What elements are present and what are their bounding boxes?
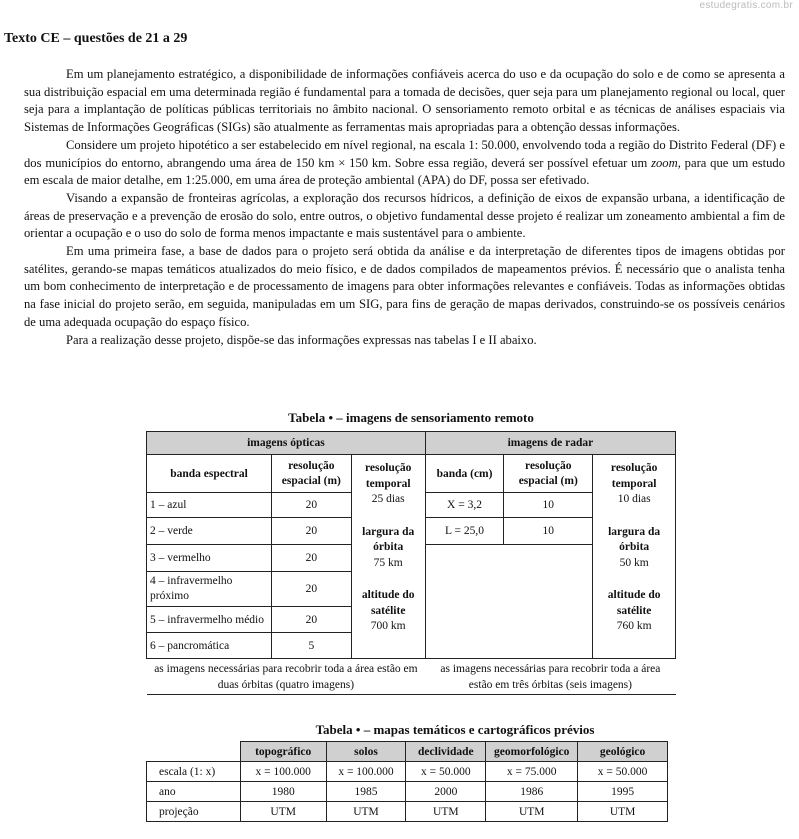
table-cell: 1986 [486,782,578,802]
paragraph-5: Para a realização desse projeto, dispõe-se das informações expressas nas tabelas I e II abaixo. [66,332,537,347]
watermark: estudegratis.com.br [699,0,793,11]
radar-temporal-label: resolução temporal [610,462,658,490]
radar-orbit-label: largura da órbita [608,525,661,553]
optical-altitude-label: altitude do satélite [361,589,415,617]
table-cell: UTM [406,802,486,822]
thematic-maps-table [146,741,668,822]
header-geomorphologic: geomorfológico [486,742,578,762]
radar-temporal-value: 10 dias [617,493,651,505]
table-row: 1 – azul [147,493,272,518]
table-cell: x = 100.000 [240,762,326,782]
table-row: 3 – vermelho [147,545,272,572]
table-cell: x = 50.000 [406,762,486,782]
row-label: escala (1: x) [147,762,241,782]
table-cell: 20 [272,572,352,607]
radar-side-info [593,455,676,659]
table-cell: 1980 [240,782,326,802]
table-cell: 20 [272,545,352,572]
table-row [147,782,668,802]
header-slope: declividade [406,742,486,762]
header-topographic: topográfico [240,742,326,762]
table-row [147,762,668,782]
band-column-header: banda espectral [147,455,272,493]
table-row: 4 – infravermelho próximo [147,572,272,607]
remote-sensing-table [146,431,676,695]
table-cell: UTM [578,802,668,822]
radar-altitude-value: 760 km [616,620,652,632]
radar-resolution-column-header: resolução espacial (m) [504,455,593,493]
table-cell: UTM [486,802,578,822]
paragraph-4: Em uma primeira fase, a base de dados para o projeto será obtida da análise e da interpretação de diferentes tipos de imagens obtidas por satélites, gerando-se mapas temáticos atualizados do meio físico, e de dados compilados de mapeamentos prévios. É necessário que o analista tenha um bom conhecimento de interpretação e de processamento de imagens para obter informações relevantes e confiáveis. Todas as informações obtidas na fase inicial do projeto serão, em seguida, manipuladas em um SIG, para fins de geração de mapas derivados, construindo-se os possíveis cenários de uma adequada ocupação do espaço físico. [24,244,785,329]
table-row [147,802,668,822]
table-cell: 1995 [578,782,668,802]
table-cell: 1985 [326,782,406,802]
table-cell: UTM [326,802,406,822]
optical-temporal-label: resolução temporal [364,462,412,490]
table2-caption: Tabela • – mapas temáticos e cartográficos prévios [315,722,595,737]
table-cell: UTM [240,802,326,822]
table-row: L = 25,0 [425,518,503,545]
header-soils: solos [326,742,406,762]
table1-caption: Tabela • – imagens de sensoriamento remoto [288,410,534,425]
section-title: Texto CE – questões de 21 a 29 [4,31,188,46]
resolution-column-header: resolução espacial (m) [272,455,352,493]
radar-images-header: imagens de radar [425,432,675,455]
header-geologic: geológico [578,742,668,762]
table-cell: 10 [504,493,593,518]
paragraph-3: Visando a expansão de fronteiras agrícolas, a exploração dos recursos hídricos, a definição de eixos de expansão urbana, a identificação de áreas de preservação e a prevenção de erosão do solo, entre outros, o objetivo fundamental desse projeto é realizar um zoneamento ambiental a fim de orientar a ocupação e o uso do solo de forma menos impactante e mais sustentável para o ambiente. [24,190,785,241]
optical-footer: as imagens necessárias para recobrir toda a área estão em duas órbitas (quatro imagens) [147,659,426,695]
radar-orbit-value: 50 km [619,556,649,569]
table-cell: x = 75.000 [486,762,578,782]
paragraph-2-part-a: Considere um projeto hipotético a ser estabelecido em nível regional, na escala 1: 50.000, envolvendo toda a região do Distrito Federal (DF) e dos municípios do entorno, abrangendo uma área de 150 km × 150 km. Sobre essa região, deverá ser possível efetuar um [24,137,785,170]
radar-altitude-label: altitude do satélite [607,589,661,617]
paragraph-2-part-b: , para que um estudo em escala de maior detalhe, em 1:25.000, em uma área de proteção ambiental (APA) do DF, possa ser efetivado. [24,155,785,188]
optical-orbit-label: largura da órbita [362,525,415,553]
optical-side-info [351,455,425,659]
table-cell: 2000 [406,782,486,802]
radar-band-column-header: banda (cm) [425,455,503,493]
table-cell: 20 [272,607,352,633]
optical-images-header: imagens ópticas [147,432,426,455]
table-cell: 5 [272,633,352,659]
paragraph-1: Em um planejamento estratégico, a disponibilidade de informações confiáveis acerca do uso e da ocupação do solo e de como se apresenta a sua distribuição espacial em uma determinada região é fundamental para a tomada de decisões, quer seja para um planejamento regional ou local, quer seja para a implantação de políticas públicas territoriais no âmbito nacional. O sensoriamento remoto orbital e as técnicas de análises espaciais via Sistemas de Informações Geográficas (SIGs) são atualmente as ferramentas mais apropriadas para a obtenção dessas informações. [24,67,785,135]
row-label: ano [147,782,241,802]
table-cell: 20 [272,493,352,518]
table-row: 6 – pancromática [147,633,272,659]
radar-footer: as imagens necessárias para recobrir toda a área estão em três órbitas (seis imagens) [425,659,675,695]
zoom-word: zoom [651,155,678,170]
table-row: X = 3,2 [425,493,503,518]
paragraph-2 [24,137,785,190]
row-label: projeção [147,802,241,822]
table-cell: x = 50.000 [578,762,668,782]
table-row: 5 – infravermelho médio [147,607,272,633]
table-row: 2 – verde [147,518,272,545]
table-cell: x = 100.000 [326,762,406,782]
radar-empty-area [425,545,592,659]
optical-orbit-value: 75 km [373,556,403,569]
body-text [24,66,785,349]
optical-altitude-value: 700 km [370,620,406,632]
table-cell: 10 [504,518,593,545]
table-cell: 20 [272,518,352,545]
corner-cell [147,742,241,762]
optical-temporal-value: 25 dias [371,493,405,505]
